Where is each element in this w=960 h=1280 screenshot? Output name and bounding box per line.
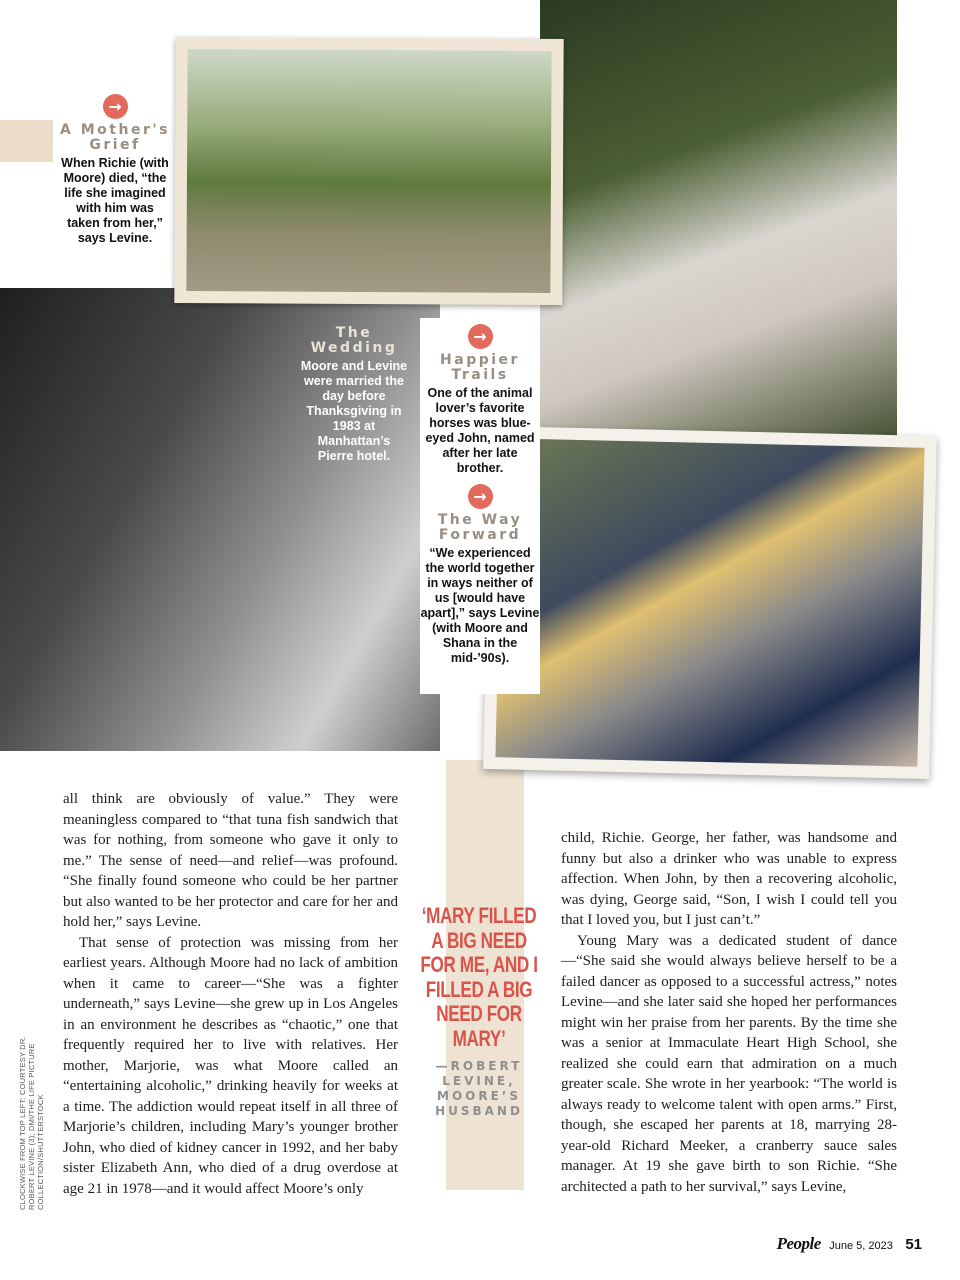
decorative-tab: [0, 120, 53, 162]
issue-date: June 5, 2023: [829, 1240, 893, 1252]
photo-dog-walk: [483, 426, 937, 779]
caption-box-right: [420, 318, 540, 694]
pull-quote-attribution: —ROBERT LEVINE, MOORE’S HUSBAND: [435, 1059, 523, 1118]
article-paragraph: child, Richie. George, her father, was handsome and funny but also a drinker who was unable to express affection. When John, by then a recovering alcoholic, was dying, George said, “Son, I wish I could tell you that I loved you, but I just can’t.”: [561, 830, 897, 928]
caption-text: One of the animal lover’s favorite horses was blue-eyed John, named after her late brother.: [425, 386, 535, 475]
caption-title: The Wedding: [310, 325, 398, 356]
pull-quote: [415, 904, 543, 1119]
pull-quote-text: ‘MARY FILLED A BIG NEED FOR ME, AND I FILLED A BIG NEED FOR MARY’: [420, 903, 538, 1051]
caption-text: When Richie (with Moore) died, “the life she imagined with him was taken from her,” says Levine.: [61, 156, 169, 245]
caption-mothers-grief: [60, 92, 170, 252]
article-paragraph: Young Mary was a dedicated student of dance—“She said she would always believe herself to be a failed dancer as opposed to a successful actress,” notes Levine—and she later said she hoped her performances might win her praise from her parents. By the time she was a senior at Immaculate Heart High School, she realized she could earn that admiration on a much greater scale. She wrote in her yearbook: “The world is always ready to welcome talent with open arms.” First, though, she escaped her parents at 18, marrying 28-year-old Richard Meeker, a cranberry sauce sales manager. At 19 she gave birth to son Richie. “She architected a path to her survival,” says Levine,: [561, 932, 897, 1195]
caption-text: “We experienced the world together in ways neither of us [would have apart],” says Levine (with Moore and Shana in the mid-’90s).: [420, 546, 540, 665]
arrow-icon: →: [468, 484, 493, 509]
page-number: 51: [905, 1236, 922, 1253]
article-paragraph: all think are obviously of value.” They were meaningless compared to “that tuna fish sandwich that was for nothing, from someone who gave it only to me.” The sense of need—and relief—was profound. “She finally found someone who could be her partner but also wanted to be her protector and care for her and hold her,” says Levine.: [63, 791, 398, 930]
caption-text: Moore and Levine were married the day before Thanksgiving in 1983 at Manhattan’s Pierre hotel.: [300, 359, 408, 463]
caption-way-forward: [420, 484, 540, 666]
page-footer: [777, 1234, 922, 1254]
arrow-icon: →: [103, 94, 128, 119]
article-column-right: [561, 828, 897, 1197]
caption-title: A Mother's Grief: [60, 122, 170, 153]
caption-wedding: [300, 326, 408, 464]
article-column-left: [63, 789, 398, 1199]
caption-happier-trails: [420, 324, 540, 476]
caption-title: Happier Trails: [440, 352, 520, 383]
caption-title: The Way Forward: [437, 512, 523, 543]
photo-credit: CLOCKWISE FROM TOP LEFT: COURTESY DR. ROBERT LEVINE (3); DMI/THE LIFE PICTURE COLLECTION/SHUTTERSTOCK: [18, 1036, 45, 1210]
article-paragraph: That sense of protection was missing from her earliest years. Although Moore had no lack of ambition when it came to career—“She was a fighter underneath,” says Levine—she grew up in Los Angeles in an environment he describes as “chaotic,” one that frequently required her to live with relatives. Her mother, Marjorie, was what Moore called an “entertaining alcoholic,” drinking heavily for weeks at a time. The addiction would repeat itself in all three of Marjorie’s children, including Mary’s younger brother John, who died of kidney cancer in 1992, and her baby sister Elizabeth Ann, who died of a drug overdose at age 21 in 1978—and it would affect Moore’s only: [63, 934, 398, 1197]
photo-garden: [174, 37, 563, 305]
photo-horse: [540, 0, 897, 450]
arrow-icon: →: [468, 324, 493, 349]
magazine-logo: People: [776, 1234, 821, 1253]
